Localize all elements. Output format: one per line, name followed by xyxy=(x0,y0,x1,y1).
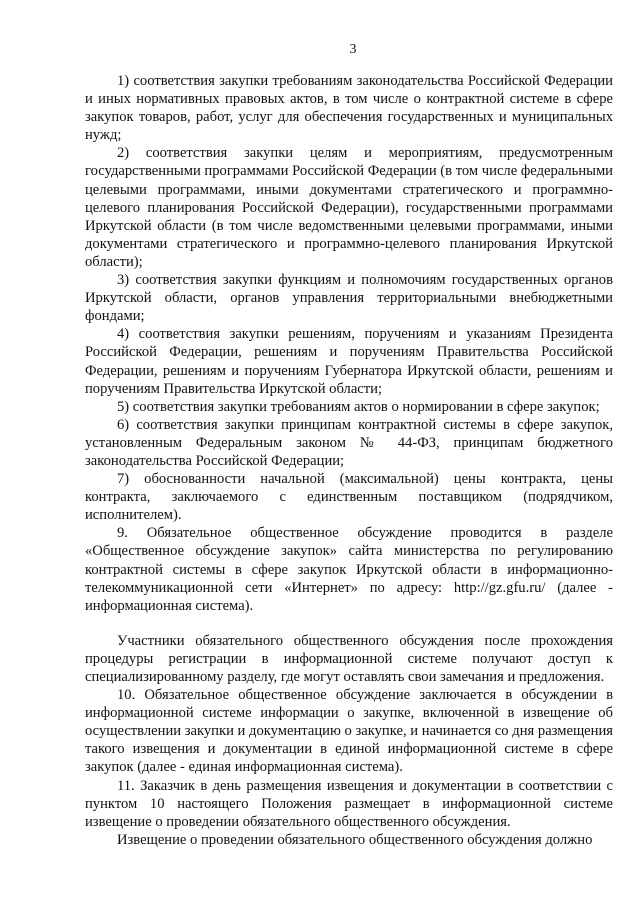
page-number: 3 xyxy=(349,42,357,57)
paragraph-section-9: 9. Обязательное общественное обсуждение проводится в разделе «Общественное обсуждение закупок» сайта министерства по регулированию контрактной системы в сфере закупок Иркутской области в информационно-телекоммуникационной сети «Интернет» по адресу: http://gz.gfu.ru/ (далее - информационная система). xyxy=(85,525,613,614)
paragraph-item-2: 2) соответствия закупки целям и мероприятиям, предусмотренным государственными программами Российской Федерации (в том числе федеральными целевыми программами, иными документами стратегического и программно-целевого планирования Российской Федерации), государственными программами Иркутской области (в том числе ведомственными целевыми программами, иными документами стратегического и программно-целевого планирования Иркутской области); xyxy=(85,145,613,270)
paragraph-item-6: 6) соответствия закупки принципам контрактной системы в сфере закупок, установленным Федеральным законом № 44-ФЗ, принципам бюджетного законодательства Российской Федерации; xyxy=(85,416,613,469)
paragraph-participants: Участники обязательного общественного обсуждения после прохождения процедуры регистрации в информационной системе получают доступ к специализированному разделу, где могут оставлять свои замечания и предложения. xyxy=(85,632,613,685)
paragraph-section-10: 10. Обязательное общественное обсуждение заключается в обсуждении в информационной системе информации о закупке, включенной в извещение об осуществлении закупки и документацию о закупке, и начинается со дня размещения такого извещения и документации в единой информационной системе в сфере закупок (далее - единая информационная система). xyxy=(85,687,613,776)
paragraph-item-4: 4) соответствия закупки решениям, поручениям и указаниям Президента Российской Федерации, решениям и поручениям Правительства Российской Федерации, решениям и поручениям Губернатора Иркутской области, решениям и поручениям Правительства Иркутской области; xyxy=(85,326,613,397)
paragraph-notice: Извещение о проведении обязательного общественного обсуждения должно xyxy=(117,831,593,848)
paragraph-item-5: 5) соответствия закупки требованиям актов о нормировании в сфере закупок; xyxy=(117,398,600,415)
paragraph-item-1: 1) соответствия закупки требованиям законодательства Российской Федерации и иных нормативных правовых актов, в том числе о контрактной системе в сфере закупок товаров, работ, услуг для обеспечения государственных и муниципальных нужд; xyxy=(85,73,613,144)
paragraph-item-7: 7) обоснованности начальной (максимальной) цены контракта, цены контракта, заключаемого с единственным поставщиком (подрядчиком, исполнителем). xyxy=(85,471,613,524)
paragraph-section-11: 11. Заказчик в день размещения извещения и документации в соответствии с пунктом 10 настоящего Положения размещает в информационной системе извещение о проведении обязательного общественного обсуждения. xyxy=(85,777,613,830)
paragraph-item-3: 3) соответствия закупки функциям и полномочиям государственных органов Иркутской области, органов управления территориальными внебюджетными фондами; xyxy=(85,272,613,325)
